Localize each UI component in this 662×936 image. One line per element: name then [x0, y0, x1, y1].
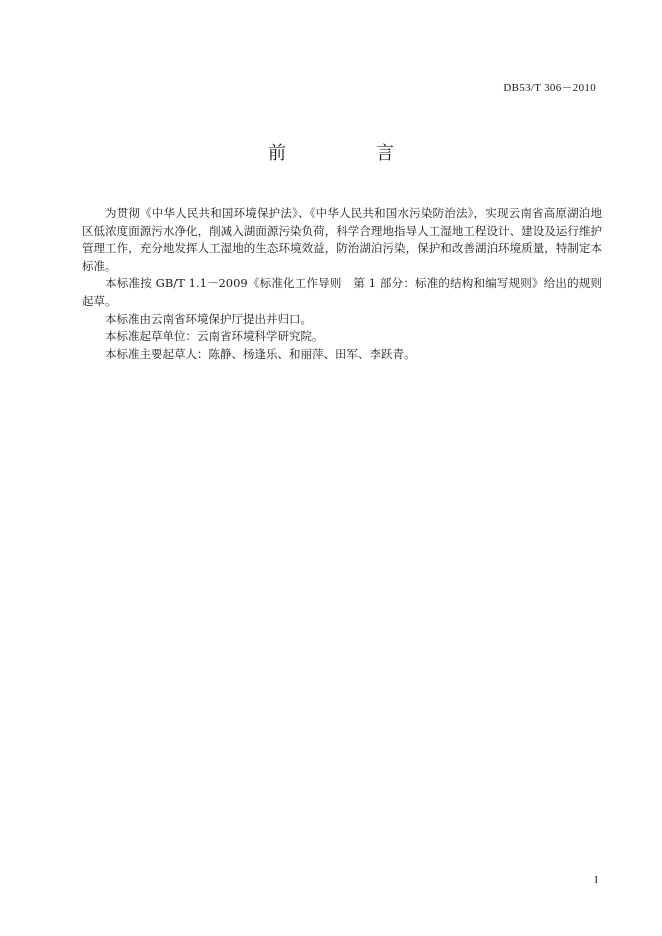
- paragraph-drafting-rules: 本标准按 GB/T 1.1－2009《标准化工作导则 第 1 部分：标准的结构和编写规则》给出的规则起草。: [82, 276, 602, 308]
- paragraph-drafting-unit: 本标准起草单位：云南省环境科学研究院。: [105, 329, 324, 344]
- paragraph-proposer: 本标准由云南省环境保护厅提出并归口。: [105, 311, 312, 326]
- paragraph-drafters: 本标准主要起草人：陈静、杨逢乐、和丽萍、田军、李跃青。: [105, 346, 416, 361]
- page-number: I: [594, 874, 598, 886]
- page-title: 前 言: [268, 143, 430, 164]
- foreword-body: [82, 205, 602, 363]
- paragraph-purpose: 为贯彻《中华人民共和国环境保护法》、《中华人民共和国水污染防治法》，实现云南省高原湖泊地区低浓度面源污水净化，削减入湖面源污染负荷，科学合理地指导人工湿地工程设计、建设及运行维护管理工作，充分地发挥人工湿地的生态环境效益，防治湖泊污染，保护和改善湖泊环境质量，特制定本标准。: [82, 206, 602, 273]
- document-code: DB53/T 306－2010: [503, 82, 596, 94]
